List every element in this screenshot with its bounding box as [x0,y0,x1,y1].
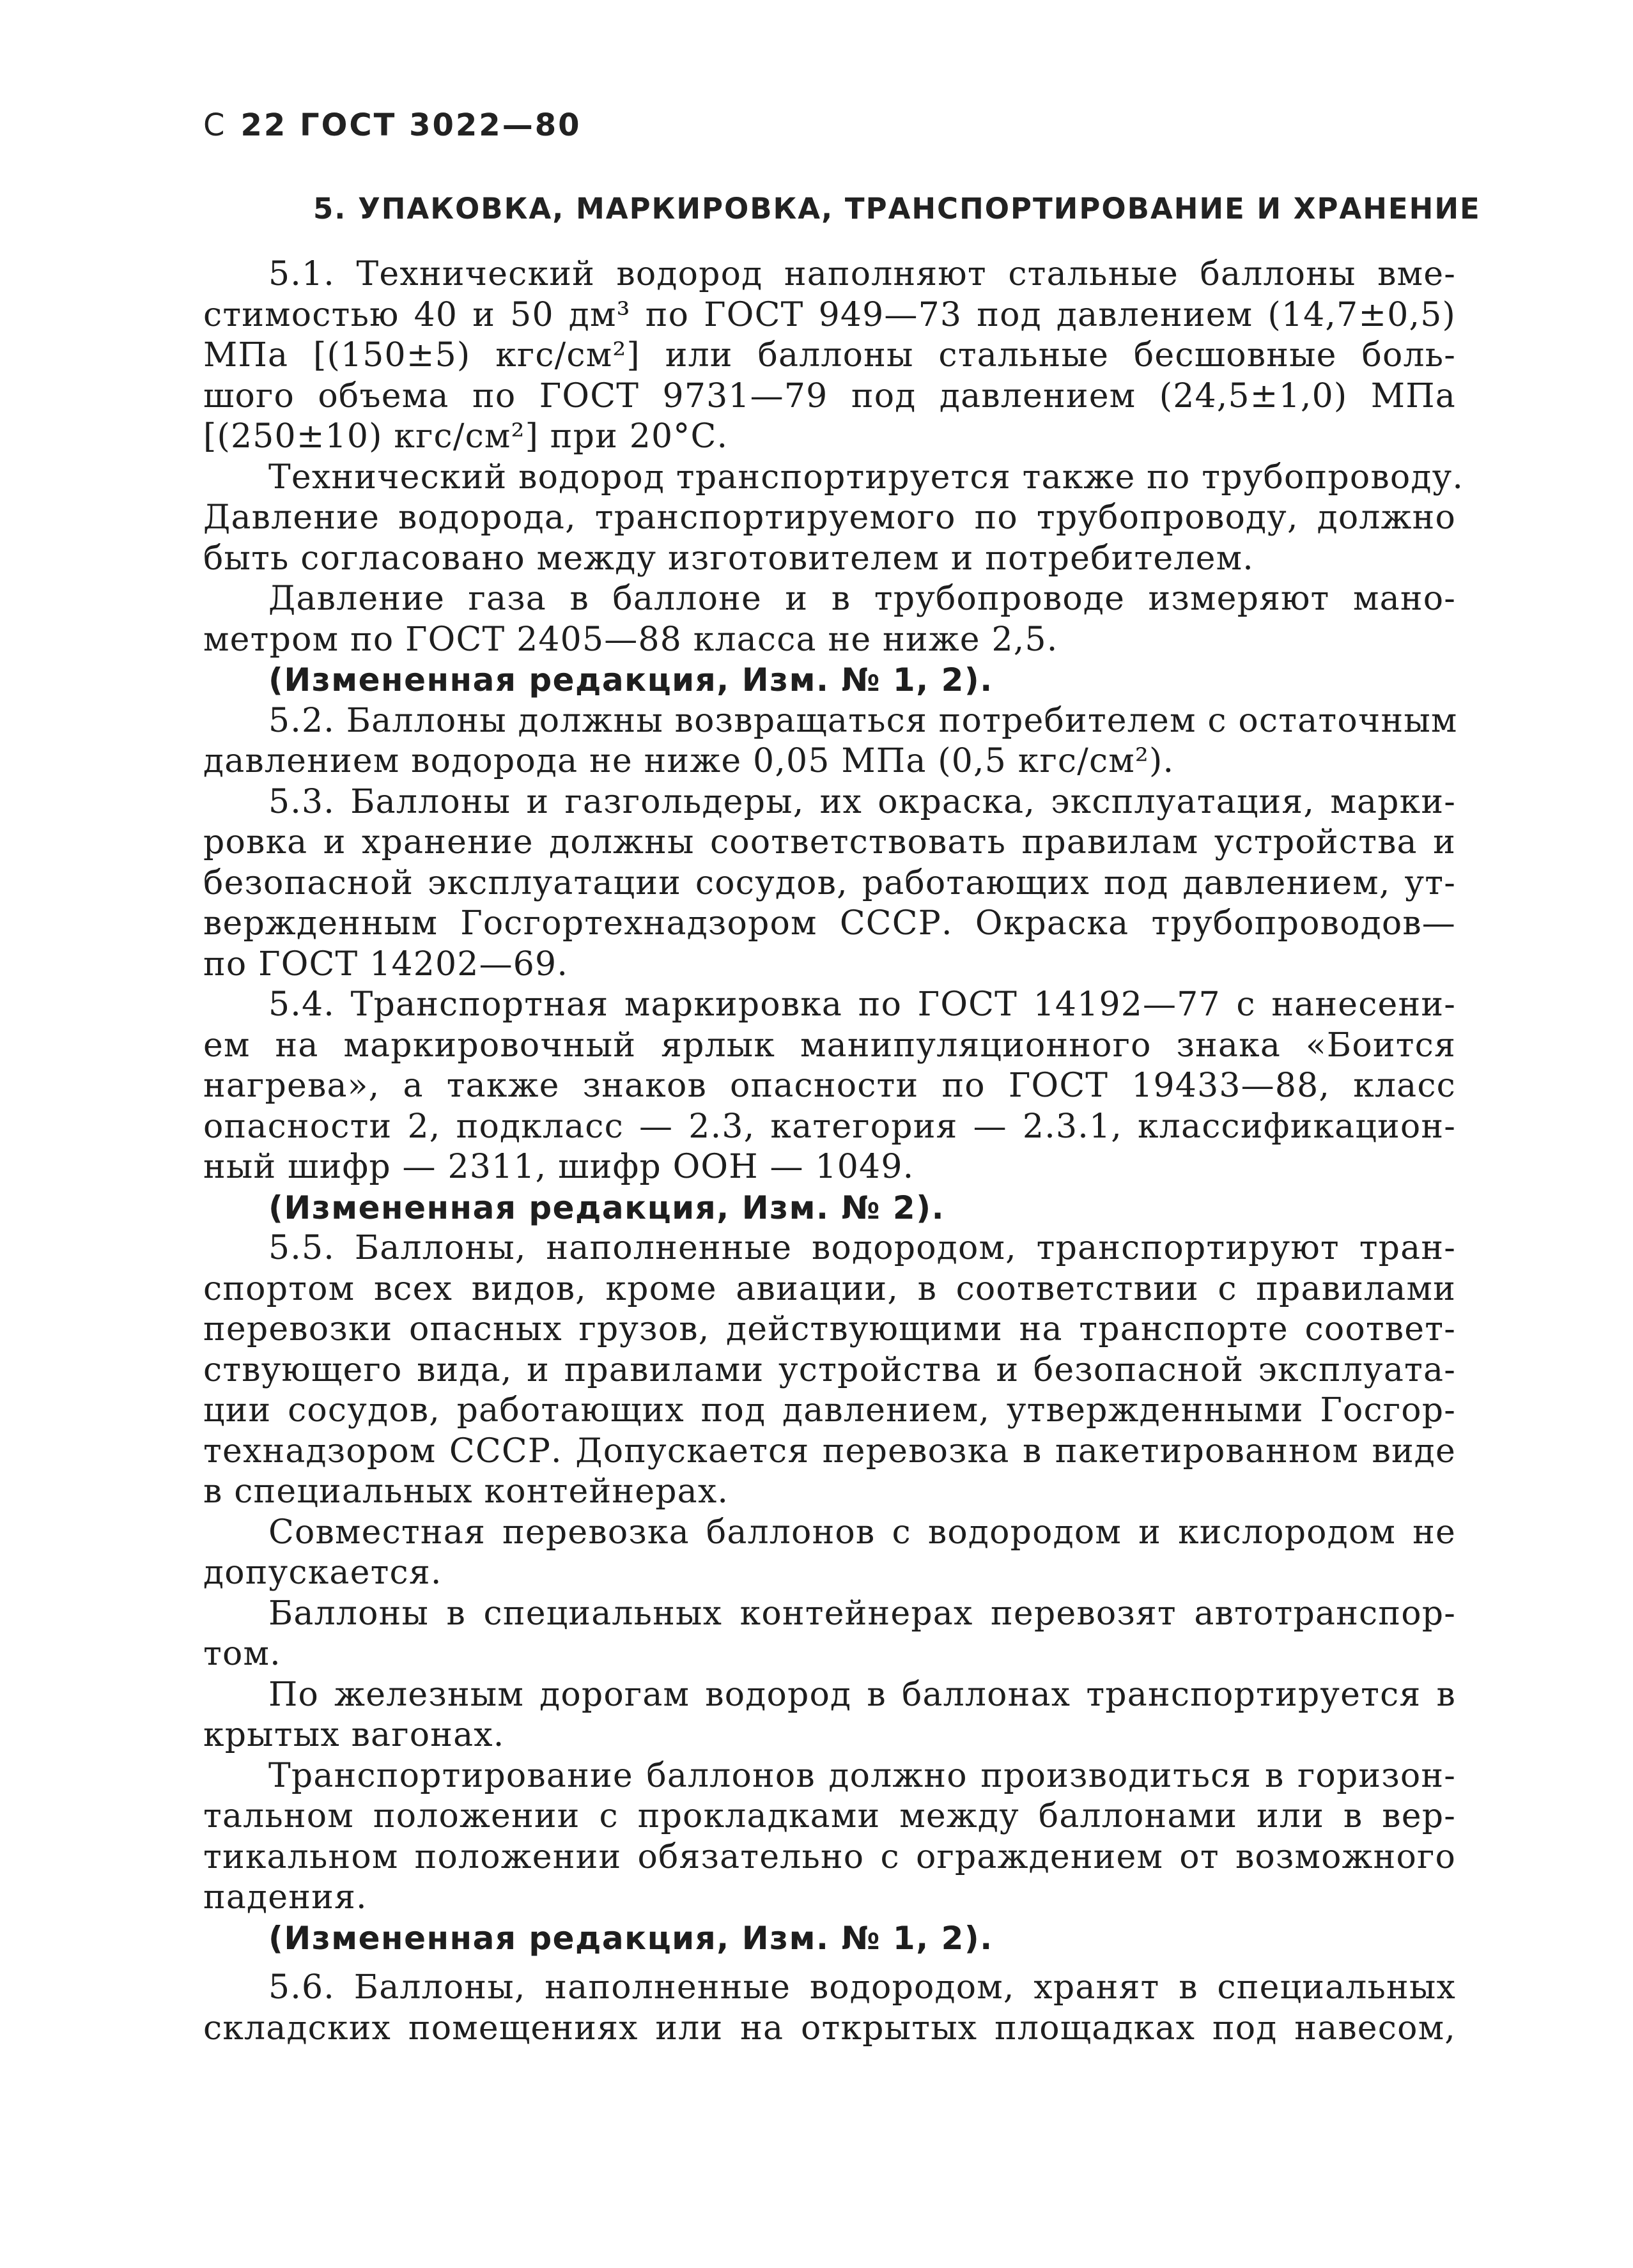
text-line: ции сосудов, работающих под давлением, утвержденными Госгор- [203,1391,1456,1430]
text-line: Давление газа в баллоне и в трубопроводе измеряют мано- [268,580,1456,618]
page-reference: 22 ГОСТ 3022—80 [240,107,582,143]
amendment-note: (Измененная редакция, Изм. № 2). [268,1189,945,1226]
text-line: Транспортирование баллонов должно производиться в горизон- [268,1756,1456,1795]
text-line: ем на маркировочный ярлык манипуляционного знака «Боится [203,1026,1456,1065]
text-line: 5.3. Баллоны и газгольдеры, их окраска, эксплуатация, марки- [268,782,1456,821]
page-letter: С [203,107,227,143]
text-line: безопасной эксплуатации сосудов, работающих под давлением, ут- [203,863,1456,902]
text-line: вержденным Госгортехнадзором СССР. Окраска трубопроводов— [203,904,1456,943]
text-line: допускается. [203,1554,442,1592]
text-line: опасности 2, подкласс — 2.3, категория — 2.3.1, классификацион- [203,1107,1456,1146]
amendment-note: (Измененная редакция, Изм. № 1, 2). [268,661,993,698]
text-line: МПа [(150±5) кгс/см²] или баллоны стальные бесшовные боль- [203,336,1456,374]
paragraph-gap [203,1959,1456,1968]
text-line: 5.6. Баллоны, наполненные водородом, хранят в специальных [268,1968,1456,2007]
text-line: Давление водорода, транспортируемого по трубопроводу, должно [203,498,1456,537]
text-line: Технический водород транспортируется также по трубопроводу. [268,458,1464,497]
text-line: крытых вагонах. [203,1716,505,1754]
text-line: в специальных контейнерах. [203,1472,729,1511]
section-body [203,254,1464,2049]
text-line: быть согласовано между изготовителем и потребителем. [203,539,1254,578]
text-line: Баллоны в специальных контейнерах перевозят автотранспор- [268,1594,1456,1633]
text-line: По железным дорогам водород в баллонах транспортируется в [268,1675,1456,1714]
text-line: ровка и хранение должны соответствовать правилам устройства и [203,823,1456,861]
section-title: 5. УПАКОВКА, МАРКИРОВКА, ТРАНСПОРТИРОВАНИЕ И ХРАНЕНИЕ [313,192,1481,226]
text-line: [(250±10) кгс/см²] при 20°С. [203,417,729,456]
text-line: ствующего вида, и правилами устройства и безопасной эксплуата- [203,1350,1456,1389]
text-line: нагрева», а также знаков опасности по ГОСТ 19433—88, класс [203,1067,1456,1105]
text-line: по ГОСТ 14202—69. [203,945,569,984]
text-line: метром по ГОСТ 2405—88 класса не ниже 2,5. [203,620,1058,659]
text-line: падения. [203,1878,368,1917]
text-line: Совместная перевозка баллонов с водородом и кислородом не [268,1513,1456,1552]
text-line: технадзором СССР. Допускается перевозка в пакетированном виде [203,1431,1456,1470]
text-line: складских помещениях или на открытых площадках под навесом, [203,2009,1456,2048]
text-line: том. [203,1635,281,1673]
text-line: 5.1. Технический водород наполняют стальные баллоны вме- [268,255,1456,293]
text-line: 5.2. Баллоны должны возвращаться потребителем с остаточным [268,701,1458,740]
amendment-note: (Измененная редакция, Изм. № 1, 2). [268,1919,993,1957]
text-line: стимостью 40 и 50 дм³ по ГОСТ 949—73 под давлением (14,7±0,5) [203,295,1456,334]
text-line: 5.4. Транспортная маркировка по ГОСТ 14192—77 с нанесени- [268,985,1456,1024]
text-line: перевозки опасных грузов, действующими на транспорте соответ- [203,1310,1456,1348]
text-line: ный шифр — 2311, шифр ООН — 1049. [203,1148,915,1186]
text-line: шого объема по ГОСТ 9731—79 под давлением (24,5±1,0) МПа [203,376,1456,415]
text-line: 5.5. Баллоны, наполненные водородом, транспортируют тран- [268,1229,1456,1267]
text-line: давлением водорода не ниже 0,05 МПа (0,5 кгс/см²). [203,742,1175,780]
text-line: тальном положении с прокладками между баллонами или в вер- [203,1797,1456,1835]
page-header [203,107,581,143]
text-line: спортом всех видов, кроме авиации, в соответствии с правилами [203,1269,1456,1308]
text-line: тикальном положении обязательно с ограждением от возможного [203,1837,1456,1876]
